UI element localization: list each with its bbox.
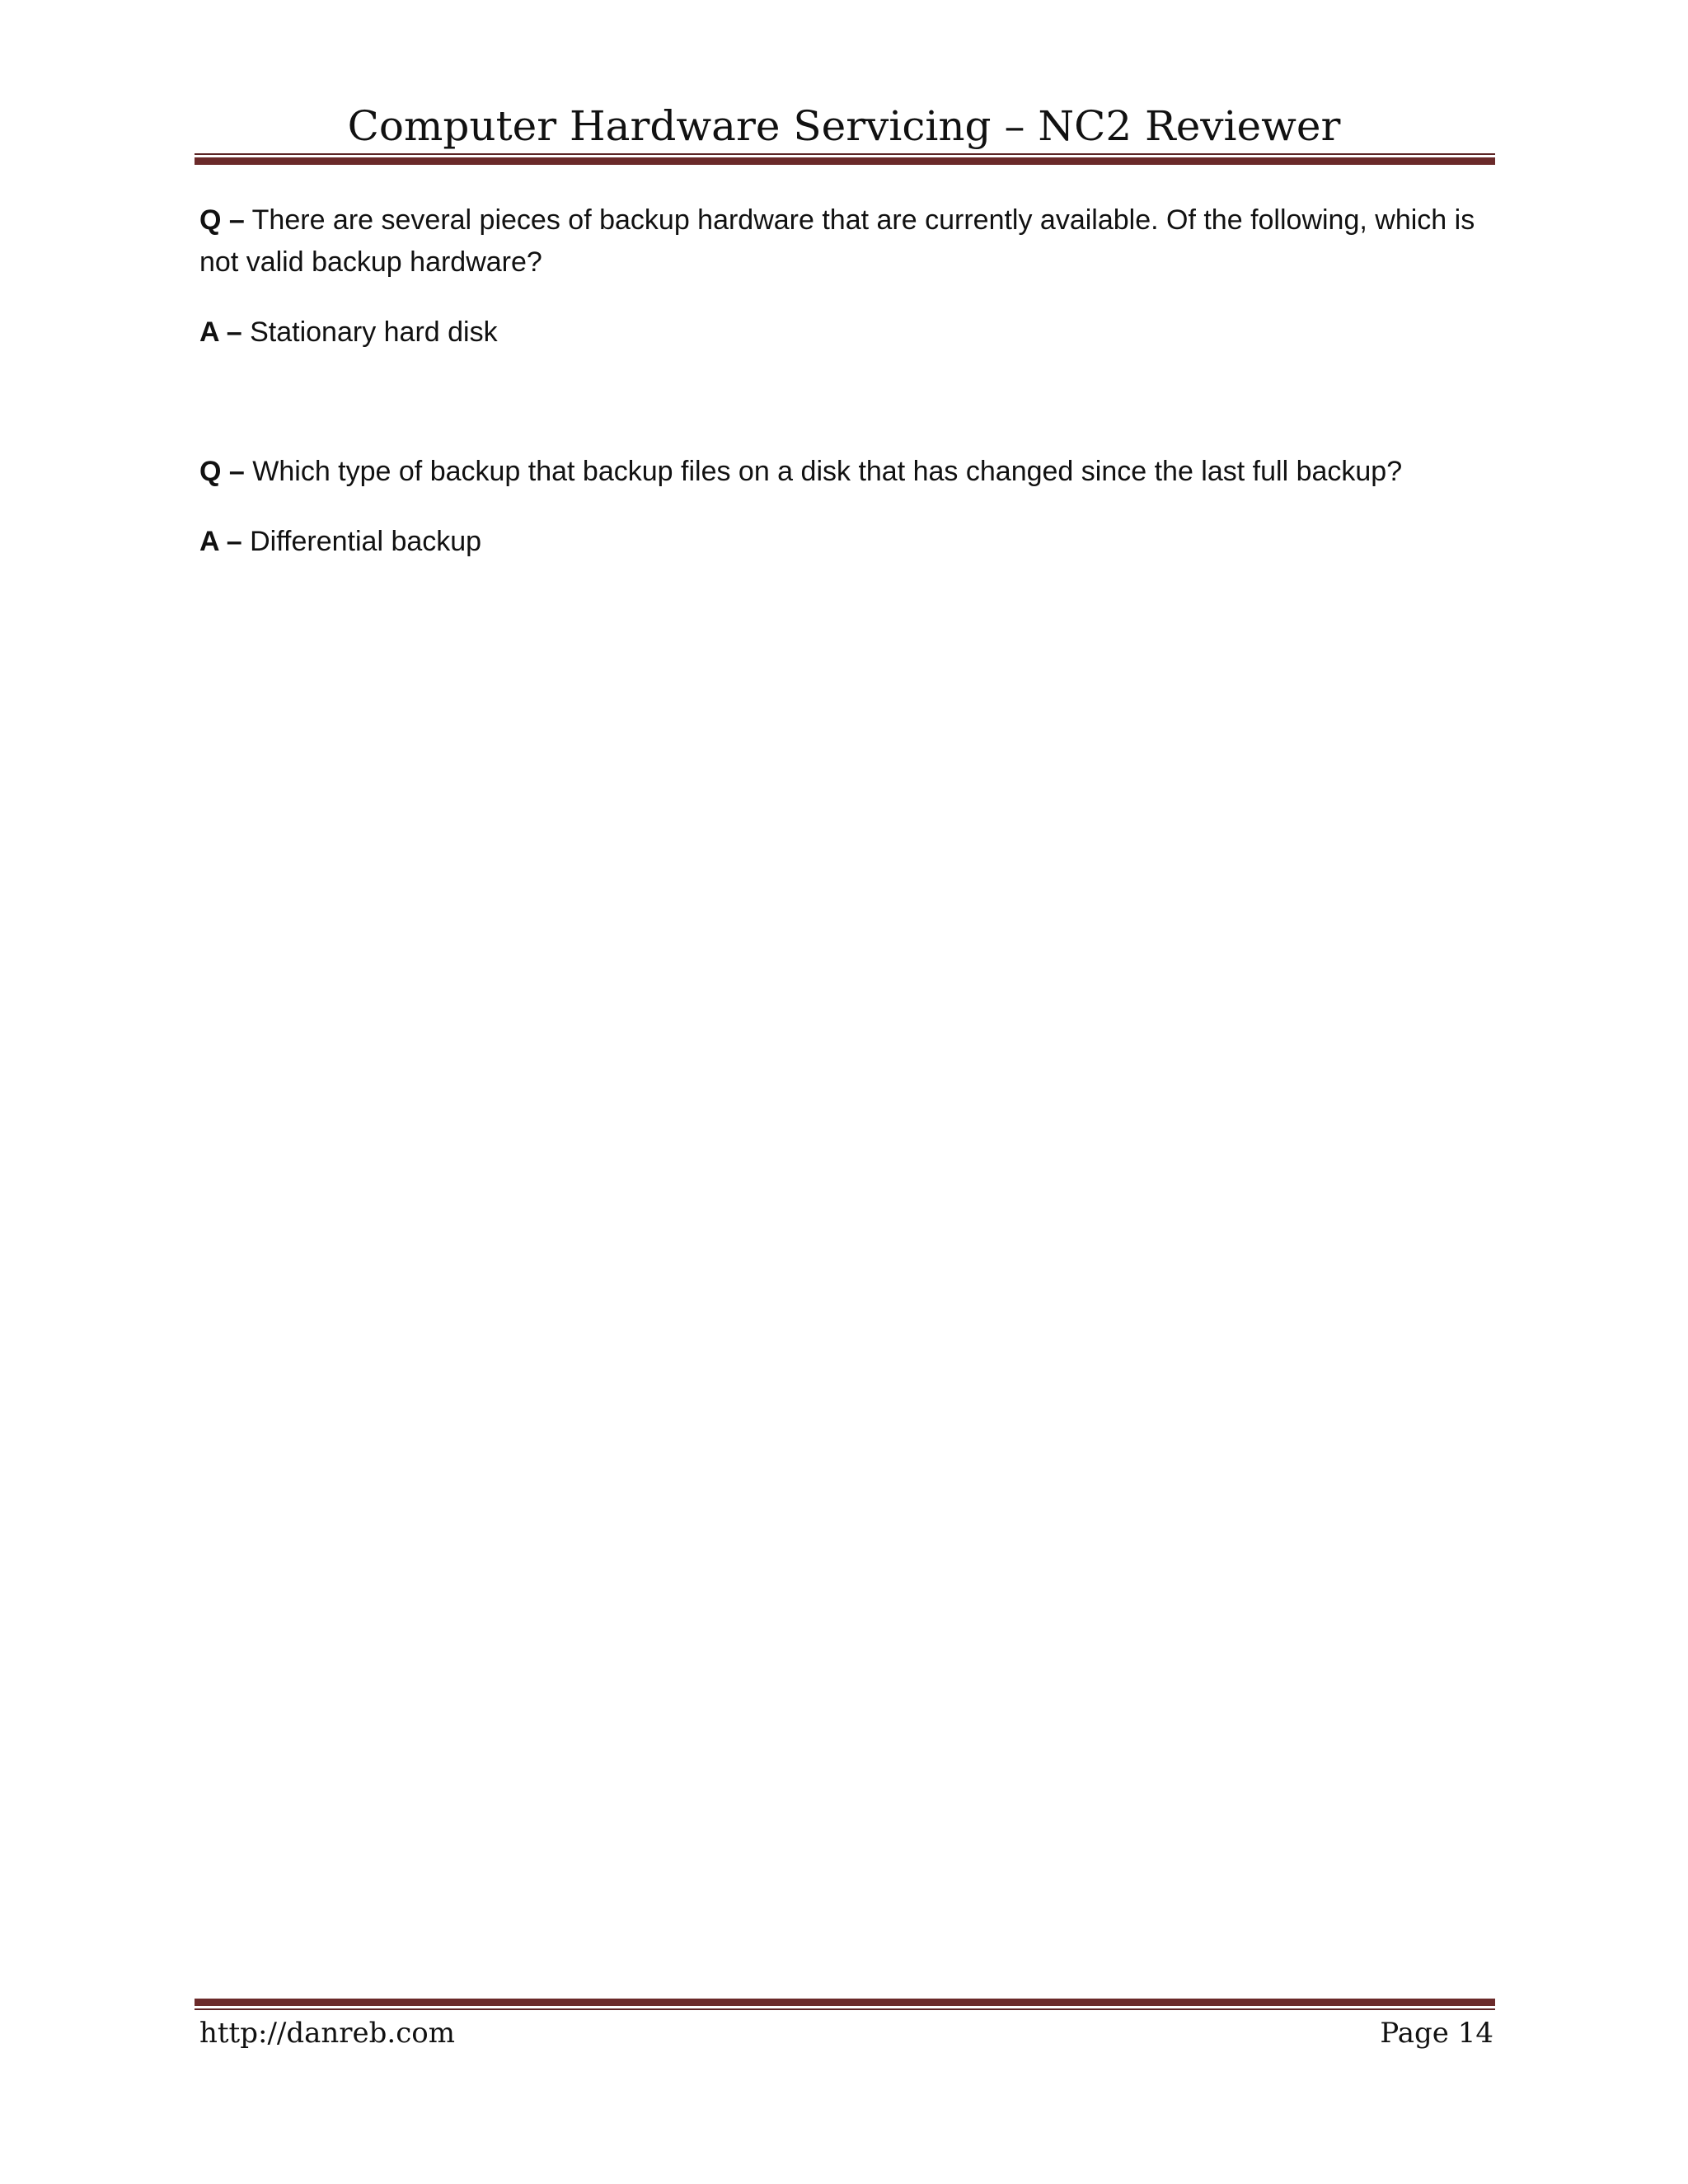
answer — [199, 312, 1485, 354]
question-prefix: Q – — [199, 204, 245, 236]
answer-text: Stationary hard disk — [250, 316, 498, 348]
footer-rule-thin — [195, 2008, 1495, 2010]
question-text: There are several pieces of backup hardware that are currently available. Of the following, which is not valid backup hardware? — [199, 204, 1475, 278]
question-prefix: Q – — [199, 456, 245, 487]
qa-content — [199, 199, 1485, 563]
question — [199, 199, 1485, 284]
answer — [199, 521, 1485, 563]
page-number: Page 14 — [1380, 2017, 1493, 2050]
answer-text: Differential backup — [250, 526, 482, 557]
header-rule-thin — [195, 153, 1495, 155]
question — [199, 451, 1485, 493]
footer-rule-thick — [195, 1999, 1495, 2006]
qa-item — [199, 199, 1485, 354]
qa-spacer — [199, 354, 1485, 451]
answer-prefix: A – — [199, 316, 242, 348]
question-text: Which type of backup that backup files on a disk that has changed since the last full backup? — [252, 456, 1403, 487]
qa-item — [199, 451, 1485, 563]
header-title: Computer Hardware Servicing – NC2 Reviewer — [347, 102, 1341, 150]
answer-prefix: A – — [199, 526, 242, 557]
header-rule-thick — [195, 157, 1495, 165]
footer-url-link[interactable]: http://danreb.com — [199, 2017, 455, 2050]
